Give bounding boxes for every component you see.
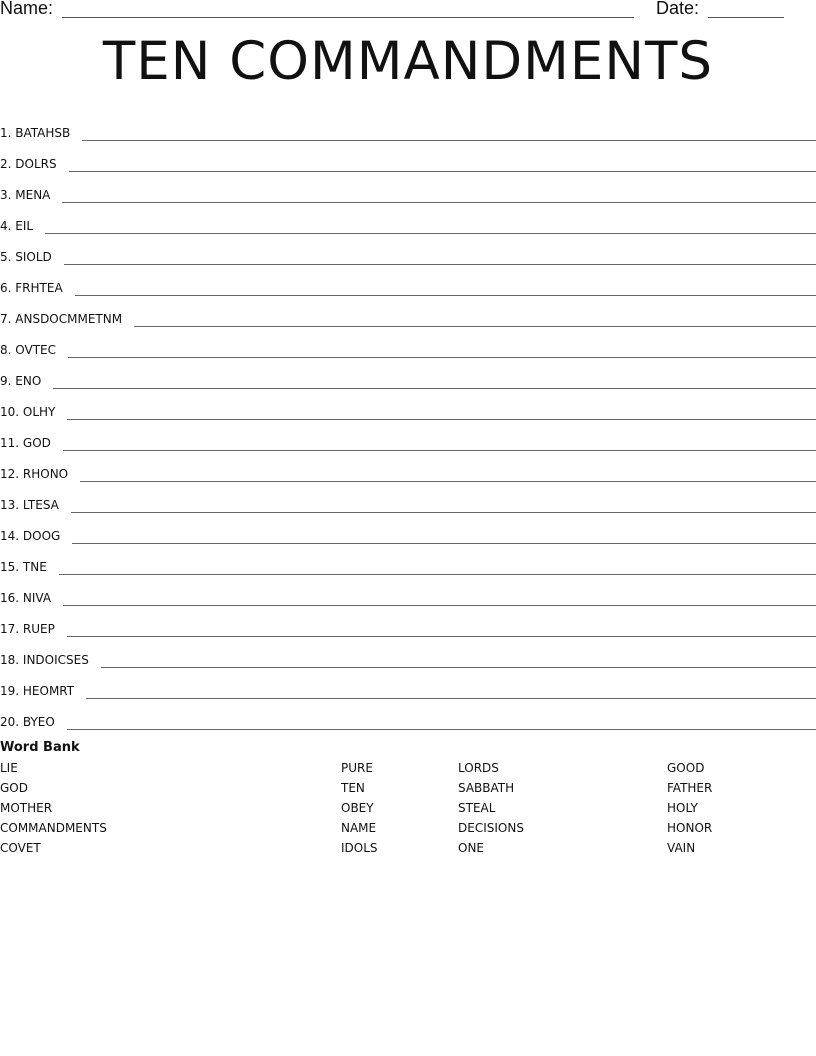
word-bank-title: Word Bank: [0, 740, 80, 755]
word-bank-column-3: [458, 761, 524, 861]
question-row: [0, 390, 816, 421]
question-text: 13. LTESA: [0, 498, 59, 512]
header-row: [0, 0, 816, 22]
question-text: 10. OLHY: [0, 405, 56, 419]
word-bank-item: NAME: [341, 821, 377, 835]
name-label: Name:: [0, 0, 54, 18]
question-text: 8. OVTEC: [0, 343, 56, 357]
word-bank-item: GOOD: [667, 761, 705, 775]
word-bank-item: IDOLS: [341, 841, 378, 855]
answer-line: [80, 481, 816, 482]
question-row: [0, 638, 816, 669]
question-row: [0, 359, 816, 390]
answer-line: [67, 419, 816, 420]
word-bank-item: OBEY: [341, 801, 374, 815]
word-bank-item: VAIN: [667, 841, 696, 855]
question-text: 18. INDOICSES: [0, 653, 89, 667]
question-text: 9. ENO: [0, 374, 42, 388]
question-row: [0, 297, 816, 328]
word-bank-item: ONE: [458, 841, 485, 855]
question-row: [0, 452, 816, 483]
word-bank-item: LIE: [0, 761, 18, 775]
answer-line: [62, 202, 816, 203]
question-row: [0, 576, 816, 607]
date-label: Date:: [656, 0, 700, 18]
question-text: 17. RUEP: [0, 622, 55, 636]
page-title: TEN COMMANDMENTS: [102, 31, 714, 92]
answer-line: [63, 450, 816, 451]
word-bank: [0, 740, 816, 855]
answer-line: [71, 512, 816, 513]
answer-line: [75, 295, 816, 296]
question-text: 20. BYEO: [0, 715, 55, 729]
question-row: [0, 204, 816, 235]
word-bank-column-2: [341, 761, 378, 861]
question-row: [0, 700, 816, 731]
question-row: [0, 142, 816, 173]
name-answer-line: [62, 17, 634, 18]
question-text: 15. TNE: [0, 560, 47, 574]
word-bank-item: COMMANDMENTS: [0, 821, 107, 835]
question-text: 14. DOOG: [0, 529, 61, 543]
answer-line: [67, 729, 816, 730]
word-bank-column-1: [0, 761, 107, 861]
word-bank-item: FATHER: [667, 781, 713, 795]
question-row: [0, 235, 816, 266]
question-row: [0, 328, 816, 359]
word-bank-item: COVET: [0, 841, 41, 855]
question-text: 7. ANSDOCMMETNM: [0, 312, 123, 326]
date-answer-line: [708, 17, 784, 18]
question-list: [0, 111, 816, 731]
answer-line: [64, 264, 816, 265]
word-bank-item: MOTHER: [0, 801, 53, 815]
word-bank-item: TEN: [341, 781, 365, 795]
question-row: [0, 421, 816, 452]
word-bank-item: LORDS: [458, 761, 499, 775]
question-text: 2. DOLRS: [0, 157, 57, 171]
question-row: [0, 607, 816, 638]
answer-line: [101, 667, 816, 668]
answer-line: [86, 698, 816, 699]
word-bank-item: STEAL: [458, 801, 496, 815]
answer-line: [82, 140, 816, 141]
question-row: [0, 173, 816, 204]
word-bank-item: DECISIONS: [458, 821, 524, 835]
question-text: 11. GOD: [0, 436, 51, 450]
answer-line: [59, 574, 816, 575]
question-row: [0, 111, 816, 142]
answer-line: [68, 357, 816, 358]
word-bank-column-4: [667, 761, 712, 861]
question-row: [0, 514, 816, 545]
answer-line: [134, 326, 816, 327]
word-bank-item: SABBATH: [458, 781, 515, 795]
question-text: 5. SIOLD: [0, 250, 52, 264]
word-bank-item: PURE: [341, 761, 373, 775]
answer-line: [45, 233, 816, 234]
question-text: 4. EIL: [0, 219, 34, 233]
answer-line: [72, 543, 816, 544]
question-row: [0, 483, 816, 514]
question-row: [0, 545, 816, 576]
word-bank-item: HOLY: [667, 801, 698, 815]
question-row: [0, 669, 816, 700]
question-text: 6. FRHTEA: [0, 281, 63, 295]
question-text: 19. HEOMRT: [0, 684, 75, 698]
answer-line: [53, 388, 816, 389]
word-bank-item: GOD: [0, 781, 28, 795]
question-text: 12. RHONO: [0, 467, 69, 481]
answer-line: [69, 171, 816, 172]
question-row: [0, 266, 816, 297]
question-text: 16. NIVA: [0, 591, 52, 605]
answer-line: [67, 636, 816, 637]
question-text: 1. BATAHSB: [0, 126, 71, 140]
word-bank-item: HONOR: [667, 821, 713, 835]
answer-line: [63, 605, 816, 606]
question-text: 3. MENA: [0, 188, 51, 202]
